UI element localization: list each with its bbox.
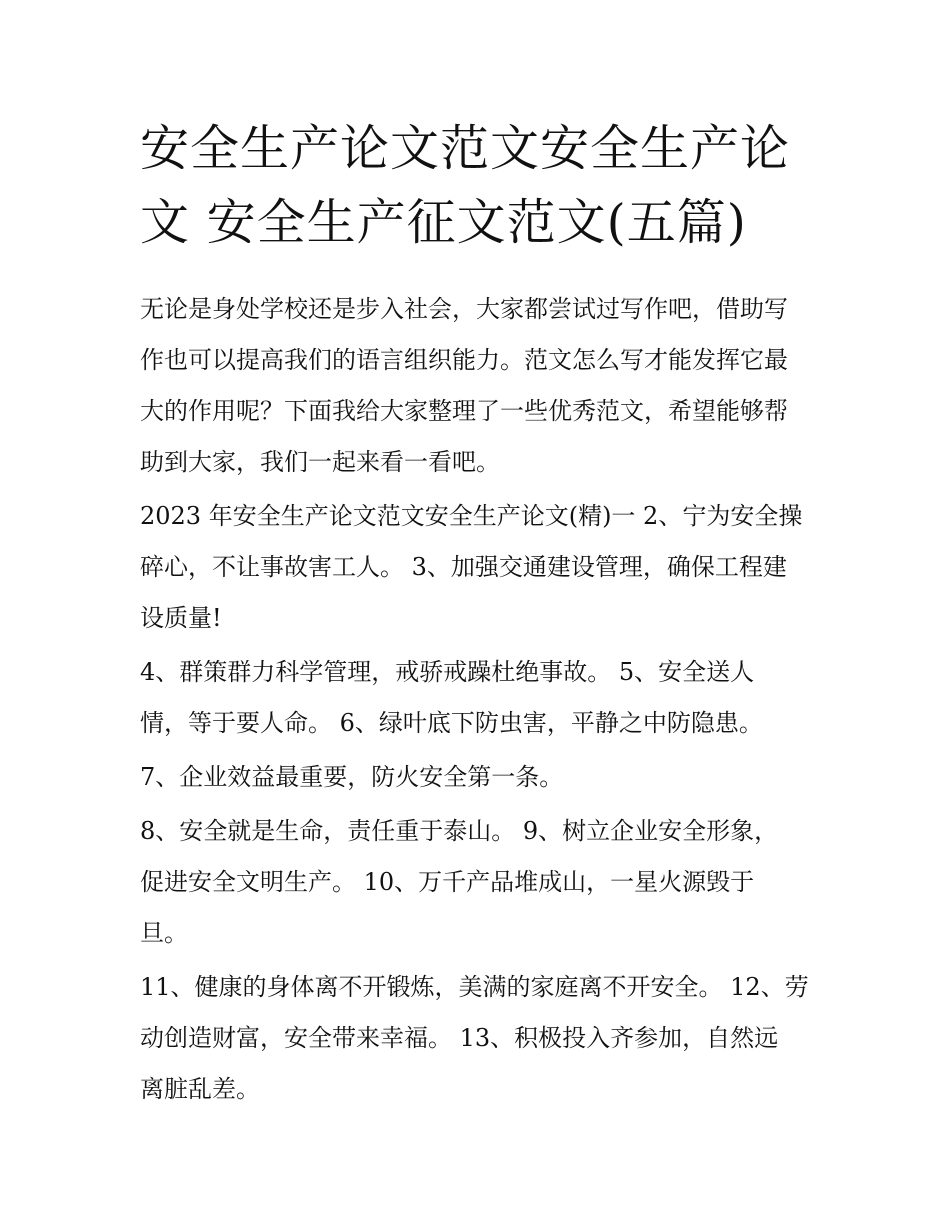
body-paragraph [140, 962, 820, 1115]
text-line: 无论是身处学校还是步入社会，大家都尝试过写作吧，借助写 [140, 295, 788, 323]
text-line: 设质量! [140, 604, 222, 632]
body-paragraph [140, 752, 820, 803]
text-line: 旦。 [140, 919, 188, 947]
text-line: 作也可以提高我们的语言组织能力。范文怎么写才能发挥它最 [140, 346, 788, 374]
text-line: 11、健康的身体离不开锻炼，美满的家庭离不开安全。 12、劳 [140, 973, 809, 1001]
text-line: 情，等于要人命。 6、绿叶底下防虫害，平静之中防隐患。 [140, 709, 763, 737]
text-line: 8、安全就是生命，责任重于泰山。 9、树立企业安全形象， [140, 817, 779, 845]
text-line: 促进安全文明生产。 10、万千产品堆成山，一星火源毁于 [140, 868, 755, 896]
document-body [140, 112, 820, 1115]
body-paragraph [140, 806, 820, 959]
body-paragraph [140, 491, 820, 644]
text-line: 助到大家，我们一起来看一看吧。 [140, 448, 500, 476]
title-line: 文 安全生产征文范文(五篇) [140, 194, 747, 251]
text-line: 4、群策群力科学管理，戒骄戒躁杜绝事故。 5、安全送人 [140, 658, 755, 686]
body-paragraph [140, 647, 820, 749]
text-line: 大的作用呢？下面我给大家整理了一些优秀范文，希望能够帮 [140, 397, 788, 425]
text-line: 动创造财富，安全带来幸福。 13、积极投入齐参加，自然远 [140, 1024, 779, 1052]
text-line: 2023 年安全生产论文范文安全生产论文(精)一 2、宁为安全操 [140, 502, 803, 530]
intro-paragraph [140, 284, 820, 488]
text-line: 离脏乱差。 [140, 1075, 260, 1103]
text-line: 7、企业效益最重要，防火安全第一条。 [140, 763, 564, 791]
text-line: 碎心，不让事故害工人。 3、加强交通建设管理，确保工程建 [140, 553, 787, 581]
document-title [140, 112, 820, 260]
title-line: 安全生产论文范文安全生产论 [140, 120, 791, 177]
